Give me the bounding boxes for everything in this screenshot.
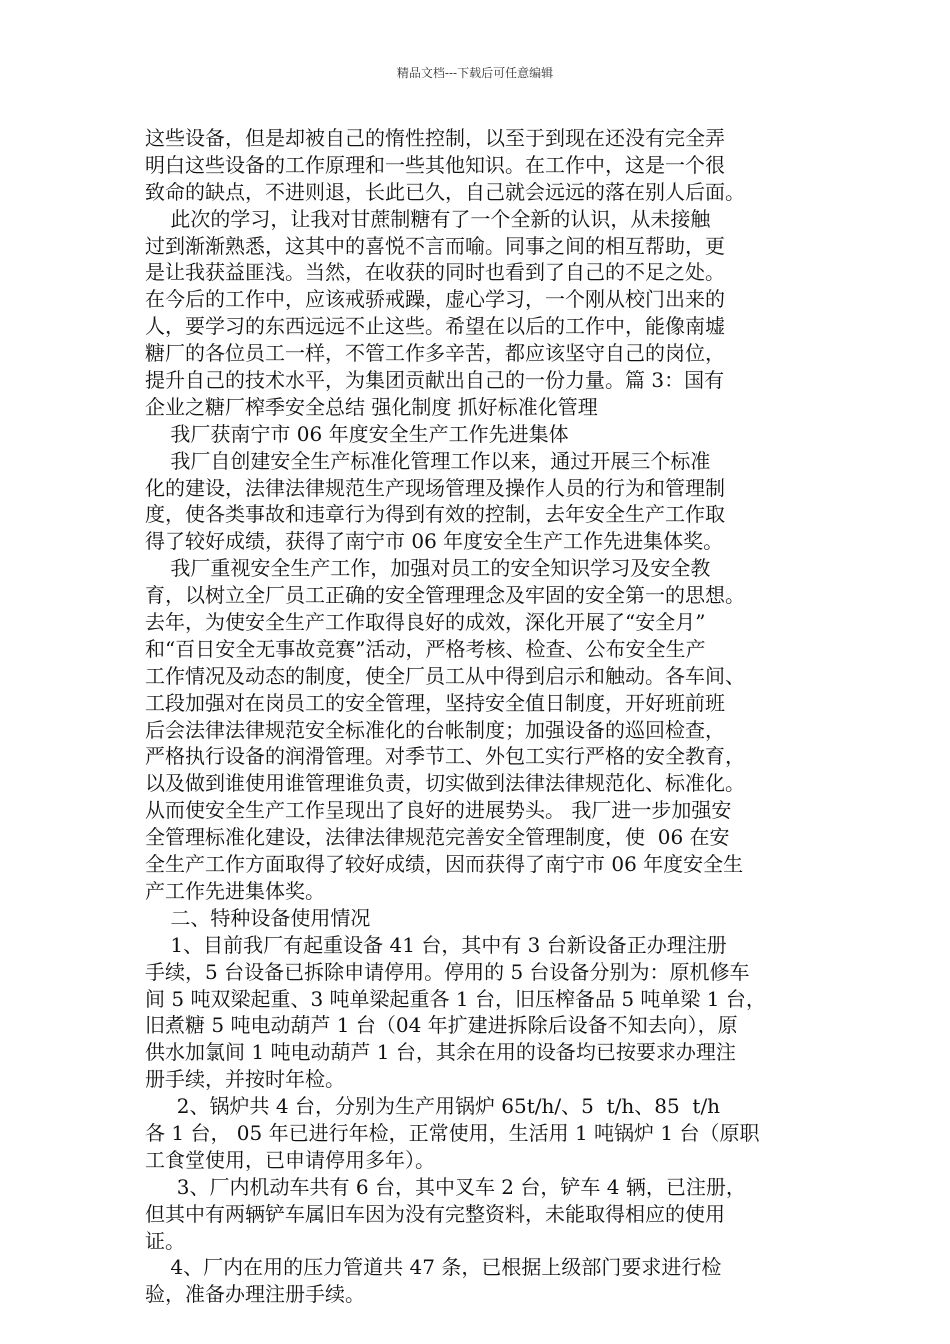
text-line: 从而使安全生产工作呈现出了良好的进展势头。 我厂进一步加强安 (145, 798, 732, 823)
text-line: 和“百日安全无事故竞赛”活动，严格考核、检查、公布安全生产 (145, 636, 706, 661)
text-line: 产工作先进集体奖。 (145, 878, 325, 903)
text-line: 得了较好成绩，获得了南宁市 06 年度安全生产工作先进集体奖。 (145, 529, 724, 554)
text-line: 但其中有两辆铲车属旧车因为没有完整资料，未能取得相应的使用 (145, 1201, 725, 1226)
text-line: 全生产工作方面取得了较好成绩，因而获得了南宁市 06 年度安全生 (145, 852, 744, 877)
document-body (145, 125, 817, 1308)
text-line: 企业之糖厂榨季安全总结 强化制度 抓好标准化管理 (145, 394, 598, 419)
text-line: 1、目前我厂有起重设备 41 台，其中有 3 台新设备正办理注册 (145, 932, 727, 957)
text-line: 工作情况及动态的制度，使全厂员工从中得到启示和触动。各车间、 (145, 663, 745, 688)
text-line: 手续，5 台设备已拆除申请停用。停用的 5 台设备分别为：原机修车 (145, 959, 750, 984)
text-line: 此次的学习，让我对甘蔗制糖有了一个全新的认识，从未接触 (145, 206, 711, 231)
text-line: 去年，为使安全生产工作取得良好的成效，深化开展了“安全月” (145, 610, 706, 635)
text-line: 在今后的工作中，应该戒骄戒躁，虚心学习，一个刚从校门出来的 (145, 287, 725, 312)
text-line: 各 1 台， 05 年已进行年检，正常使用，生活用 1 吨锅炉 1 台（原职 (145, 1120, 760, 1145)
text-line: 验，准备办理注册手续。 (145, 1282, 365, 1307)
text-line: 糖厂的各位员工一样，不管工作多辛苦，都应该坚守自己的岗位， (145, 341, 725, 366)
text-line: 间 5 吨双梁起重、3 吨单梁起重各 1 台，旧压榨备品 5 吨单梁 1 台， (145, 986, 766, 1011)
text-line: 2、锅炉共 4 台，分别为生产用锅炉 65t/h/、5 t/h、85 t/h (145, 1094, 721, 1119)
text-line: 全管理标准化建设，法律法律规范完善安全管理制度，使 06 在安 (145, 825, 730, 850)
text-line: 致命的缺点，不进则退，长此已久，自己就会远远的落在别人后面。 (145, 179, 745, 204)
text-line: 这些设备，但是却被自己的惰性控制，以至于到现在还没有完全弄 (145, 126, 725, 150)
section-heading: 二、特种设备使用情况 (145, 905, 371, 930)
text-line: 3、厂内机动车共有 6 台，其中叉车 2 台，铲车 4 辆，已注册， (145, 1174, 746, 1199)
text-line: 证。 (145, 1228, 185, 1253)
text-line: 工食堂使用，已申请停用多年）。 (145, 1147, 435, 1172)
text-line: 4、厂内在用的压力管道共 47 条，已根据上级部门要求进行检 (145, 1255, 722, 1280)
text-line: 供水加氯间 1 吨电动葫芦 1 台，其余在用的设备均已按要求办理注 (145, 1040, 736, 1065)
text-line: 过到渐渐熟悉，这其中的喜悦不言而喻。同事之间的相互帮助，更 (145, 233, 725, 258)
text-line: 以及做到谁使用谁管理谁负责，切实做到法律法律规范化、标准化。 (145, 771, 745, 796)
text-line: 我厂自创建安全生产标准化管理工作以来，通过开展三个标准 (145, 448, 711, 473)
text-line: 明白这些设备的工作原理和一些其他知识。在工作中，这是一个很 (145, 152, 725, 177)
text-line: 册手续，并按时年检。 (145, 1067, 345, 1092)
text-line: 我厂获南宁市 06 年度安全生产工作先进集体 (145, 421, 569, 446)
text-line: 人，要学习的东西远远不止这些。希望在以后的工作中，能像南墟 (145, 314, 725, 339)
text-line: 我厂重视安全生产工作，加强对员工的安全知识学习及安全教 (145, 556, 711, 581)
text-line: 旧煮糖 5 吨电动葫芦 1 台（04 年扩建进拆除后设备不知去向），原 (145, 1013, 738, 1038)
text-line: 化的建设，法律法律规范生产现场管理及操作人员的行为和管理制 (145, 475, 725, 500)
text-line: 度，使各类事故和违章行为得到有效的控制，去年安全生产工作取 (145, 502, 725, 527)
page-header: 精品文档---下载后可任意编辑 (396, 66, 554, 80)
text-line: 后会法律法律规范安全标准化的台帐制度；加强设备的巡回检查， (145, 717, 725, 742)
text-line: 是让我获益匪浅。当然，在收获的同时也看到了自己的不足之处。 (145, 260, 725, 285)
text-line: 提升自己的技术水平，为集团贡献出自己的一份力量。篇 3：国有 (145, 368, 725, 393)
text-line: 育，以树立全厂员工正确的安全管理理念及牢固的安全第一的思想。 (145, 583, 745, 608)
text-line: 工段加强对在岗员工的安全管理，坚持安全值日制度，开好班前班 (145, 690, 725, 715)
text-line: 严格执行设备的润滑管理。对季节工、外包工实行严格的安全教育， (145, 744, 745, 769)
